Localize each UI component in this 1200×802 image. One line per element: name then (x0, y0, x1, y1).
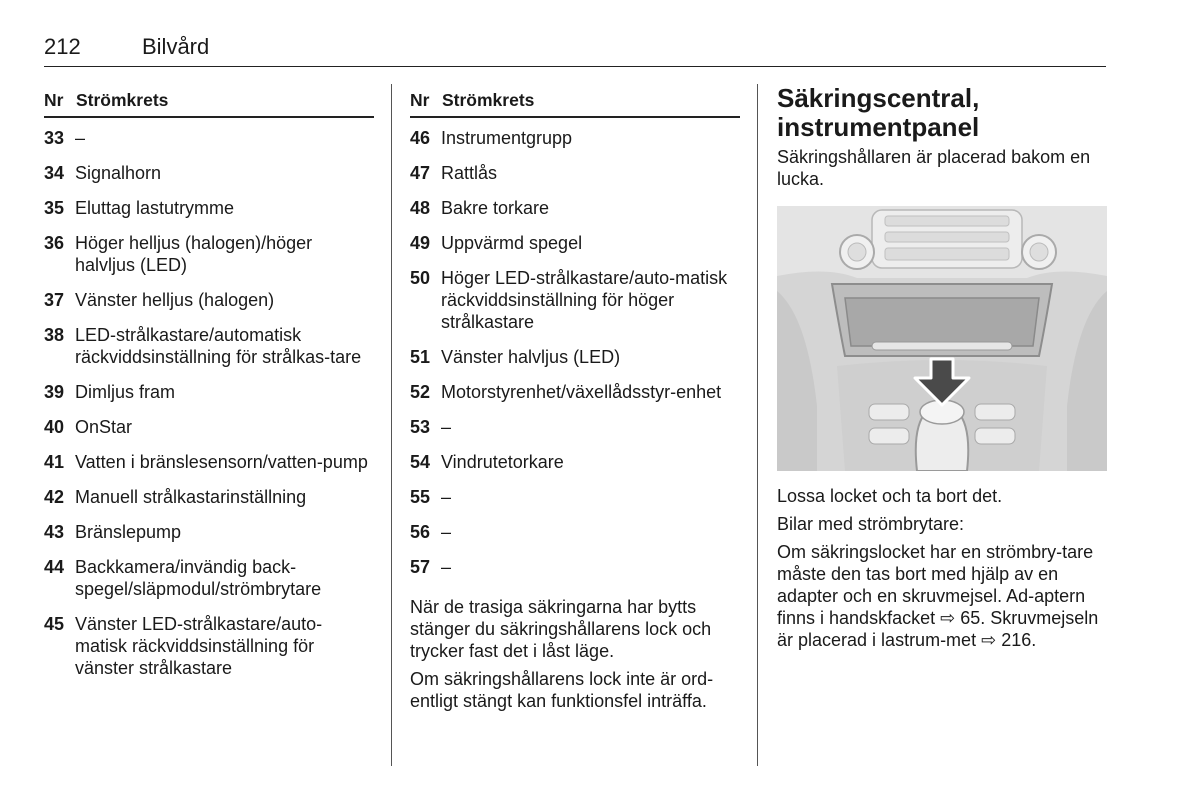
fuse-number: 37 (44, 290, 65, 310)
circuit-name: Vänster helljus (halogen) (75, 290, 275, 310)
table-row (410, 232, 740, 254)
table-row (44, 381, 374, 403)
table-row (410, 416, 740, 438)
table-row (44, 613, 374, 679)
section-title-header: Bilvård (142, 34, 210, 59)
fuse-number: 47 (410, 163, 431, 183)
fuse-number: 34 (44, 163, 65, 183)
table-row (410, 197, 740, 219)
circuit-name: OnStar (75, 417, 133, 437)
circuit-name: – (441, 417, 452, 437)
fuse-number: 50 (410, 268, 431, 288)
fuse-number: 55 (410, 487, 431, 507)
table-header-circuit: Strömkrets (442, 90, 535, 110)
page-header (44, 34, 1106, 67)
circuit-name: Motorstyrenhet/växellådsstyr-enhet (441, 382, 722, 402)
circuit-name: – (441, 557, 452, 577)
table-header (410, 88, 740, 118)
table-row (44, 197, 374, 219)
adapter-instruction: Om säkringslocket har en strömbry-tare måste den tas bort med hjälp av en adapter och en skruvmejsel. Ad-aptern finns i handskfacket ⇨ 65. Skruvmejseln är placerad i lastrum-met ⇨ 216. (777, 542, 1099, 650)
circuit-name: Höger LED-strålkastare/auto-matisk räckviddsinställning för höger strålkastare (441, 268, 728, 332)
fuse-number: 43 (44, 522, 65, 542)
table-row (44, 451, 374, 473)
fuse-number: 45 (44, 614, 65, 634)
page-ref-arrow-icon: ⇨ (940, 608, 956, 628)
circuit-name: – (441, 522, 452, 542)
circuit-name: Dimljus fram (75, 382, 176, 402)
fuse-number: 40 (44, 417, 65, 437)
circuit-name: Vänster LED-strålkastare/auto-matisk räckviddsinställning för vänster strålkastare (75, 614, 323, 678)
circuit-name: Bränslepump (75, 522, 182, 542)
table-row (44, 127, 374, 149)
fuse-number: 36 (44, 233, 65, 253)
table-row (44, 486, 374, 508)
fuse-box-illustration (777, 206, 1107, 471)
table-row (410, 267, 740, 333)
circuit-name: Vatten i bränslesensorn/vatten-pump (75, 452, 368, 472)
table-rows (44, 127, 374, 679)
circuit-name: Eluttag lastutrymme (75, 198, 235, 218)
fuse-number: 54 (410, 452, 431, 472)
circuit-name: Rattlås (441, 163, 498, 183)
circuit-name: Backkamera/invändig back-spegel/släpmodul/strömbrytare (75, 557, 322, 599)
switch-vehicles-label: Bilar med strömbrytare: (777, 514, 965, 534)
circuit-name: Instrumentgrupp (441, 128, 573, 148)
table-row (410, 127, 740, 149)
fuse-number: 56 (410, 522, 431, 542)
center-console-drawing (777, 206, 1107, 471)
table-row (410, 556, 740, 578)
table-header-nr: Nr (44, 90, 64, 110)
circuit-name: Uppvärmd spegel (441, 233, 583, 253)
fuse-number: 52 (410, 382, 431, 402)
circuit-name: Manuell strålkastarinställning (75, 487, 307, 507)
section-heading: Säkringscentral, instrumentpanel (777, 83, 980, 142)
table-row (410, 521, 740, 543)
instrument-panel-fuse-section (777, 84, 1107, 657)
column-divider-2 (757, 84, 758, 766)
fuse-number: 44 (44, 557, 65, 577)
note-paragraph-2: Om säkringshållarens lock inte är ord-entligt stängt kan funktionsfel inträffa. (410, 669, 714, 711)
table-row (44, 521, 374, 543)
table-row (44, 162, 374, 184)
circuit-name: Signalhorn (75, 163, 162, 183)
fuse-number: 39 (44, 382, 65, 402)
table-row (410, 381, 740, 403)
table-row (410, 162, 740, 184)
fuse-number: 57 (410, 557, 431, 577)
fuse-number: 41 (44, 452, 65, 472)
remove-cover-instruction: Lossa locket och ta bort det. (777, 486, 1003, 506)
fuse-number: 53 (410, 417, 431, 437)
page-ref-arrow-icon: ⇨ (981, 630, 997, 650)
page-reference[interactable]: 216 (1001, 630, 1032, 650)
fuse-table-column-2 (410, 88, 740, 718)
circuit-name: – (75, 128, 86, 148)
table-row (410, 346, 740, 368)
table-row (44, 289, 374, 311)
table-rows (410, 127, 740, 578)
fuse-number: 33 (44, 128, 65, 148)
column-divider-1 (391, 84, 392, 766)
table-row (44, 556, 374, 600)
page-number: 212 (44, 34, 81, 59)
fuse-number: 35 (44, 198, 65, 218)
table-row (410, 486, 740, 508)
table-header-circuit: Strömkrets (76, 90, 169, 110)
intro-paragraph: Säkringshållaren är placerad bakom en lucka. (777, 147, 1091, 189)
table-row (410, 451, 740, 473)
table-row (44, 416, 374, 438)
table-header-nr: Nr (410, 90, 430, 110)
circuit-name: Bakre torkare (441, 198, 550, 218)
circuit-name: Vänster halvljus (LED) (441, 347, 621, 367)
table-row (44, 232, 374, 276)
circuit-name: LED-strålkastare/automatisk räckviddsinställning för strålkas-tare (75, 325, 362, 367)
fuse-number: 38 (44, 325, 65, 345)
circuit-name: Höger helljus (halogen)/höger halvljus (LED) (75, 233, 313, 275)
circuit-name: – (441, 487, 452, 507)
fuse-number: 46 (410, 128, 431, 148)
fuse-number: 51 (410, 347, 431, 367)
fuse-number: 48 (410, 198, 431, 218)
fuse-number: 42 (44, 487, 65, 507)
table-row (44, 324, 374, 368)
page-reference[interactable]: 65 (960, 608, 981, 628)
table-header (44, 88, 374, 118)
circuit-name: Vindrutetorkare (441, 452, 564, 472)
fuse-number: 49 (410, 233, 431, 253)
note-paragraph-1: När de trasiga säkringarna har bytts stänger du säkringshållarens lock och trycker fast det i låst läge. (410, 597, 712, 661)
fuse-table-column-1 (44, 88, 374, 692)
